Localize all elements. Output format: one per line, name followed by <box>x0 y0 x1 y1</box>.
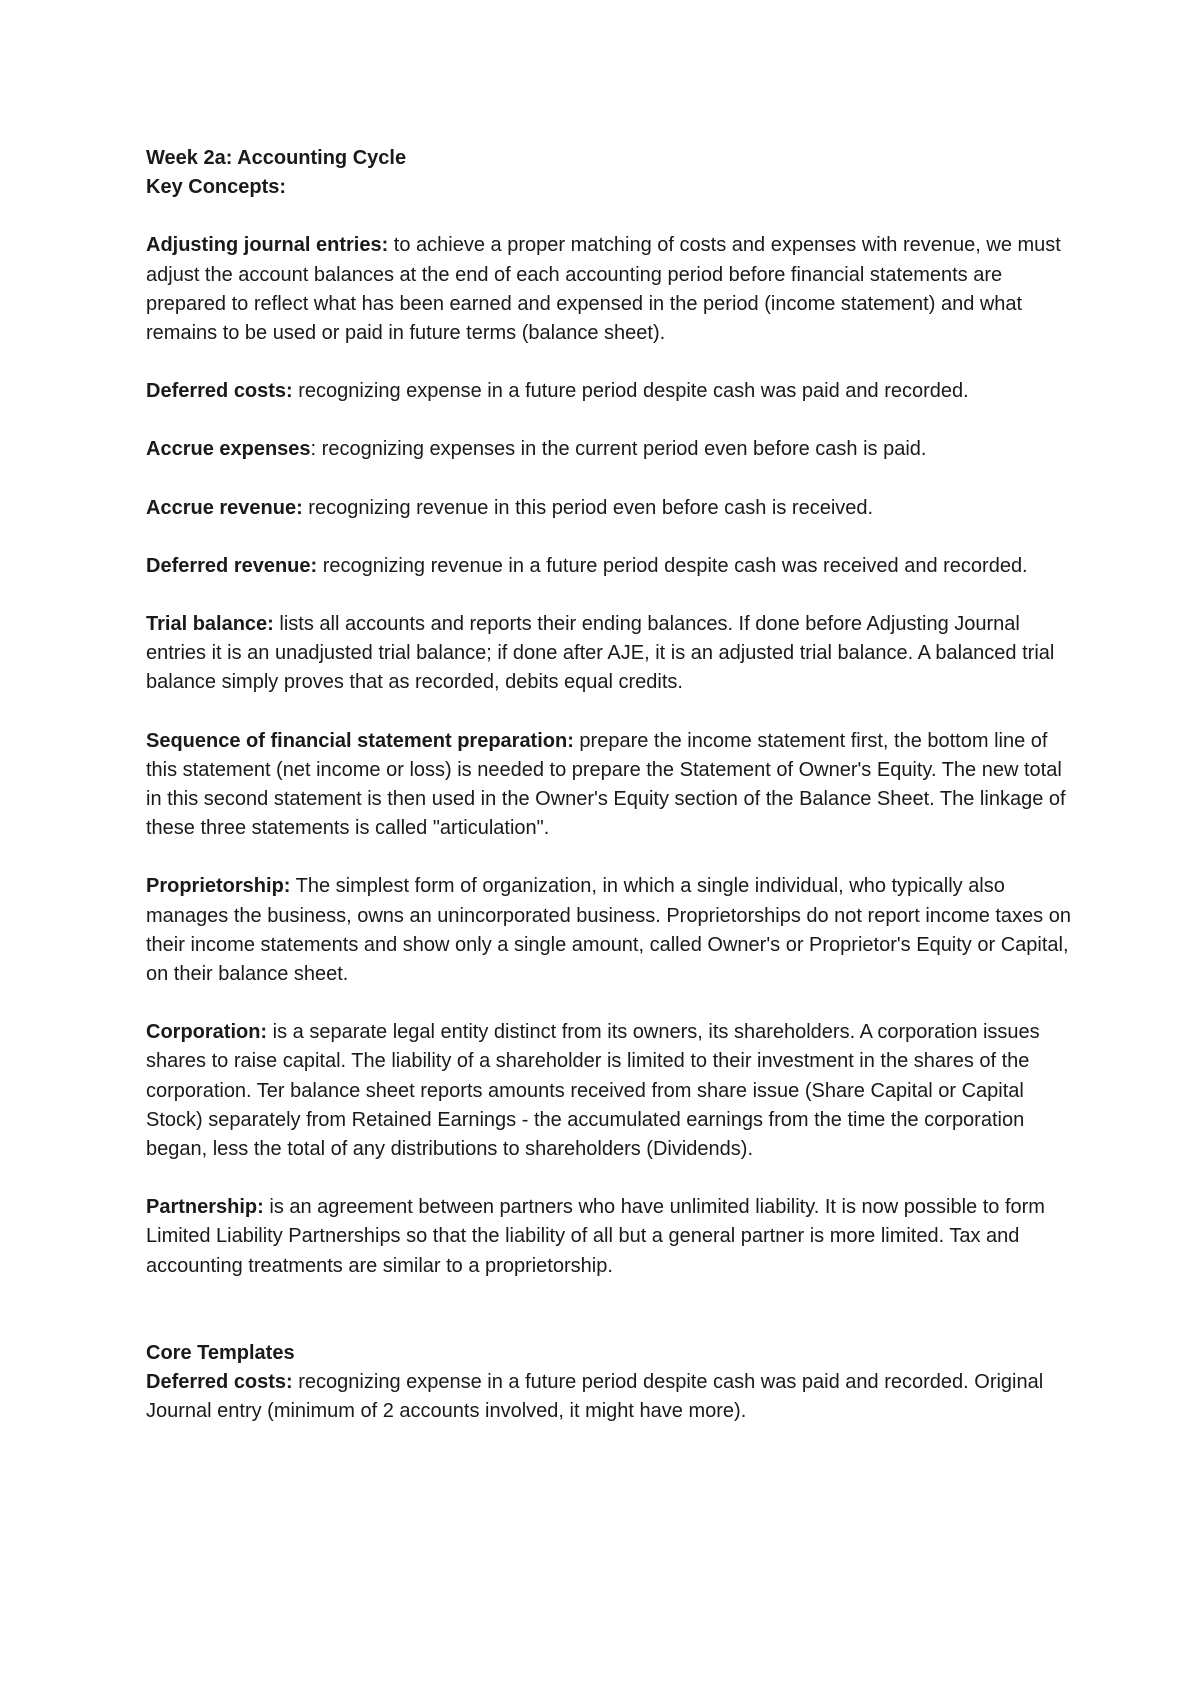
concept-text: is a separate legal entity distinct from its owners, its shareholders. A corporation issues shares to raise capital. The liability of a shareholder is limited to their investment in the shares of the corporation. Ter balance sheet reports amounts received from share issue (Share Capital or Capital Stock) separately from Retained Earnings - the accumulated earnings from the time the corporation began, less the total of any distributions to shareholders (Dividends). <box>146 1021 1040 1161</box>
section-spacer <box>146 1310 1076 1339</box>
concept-corporation <box>146 1018 1076 1164</box>
concept-partnership <box>146 1193 1076 1281</box>
concept-text: The simplest form of organization, in which a single individual, who typically also manages the business, owns an unincorporated business. Proprietorships do not report income taxes on their income statements and show only a single amount, called Owner's or Proprietor's Equity or Capital, on their balance sheet. <box>146 875 1071 986</box>
concept-term: Partnership: <box>146 1196 264 1219</box>
concept-term: Deferred costs: <box>146 380 293 403</box>
concept-deferred-revenue <box>146 552 1076 581</box>
concept-trial-balance <box>146 610 1076 698</box>
concept-text: to achieve a proper matching of costs and expenses with revenue, we must adjust the account balances at the end of each accounting period before financial statements are prepared to reflect what has been earned and expensed in the period (income statement) and what remains to be used or paid in future terms (balance sheet). <box>146 234 1061 345</box>
section-heading-core-templates: Core Templates <box>146 1341 295 1364</box>
concept-proprietorship <box>146 872 1076 989</box>
concept-term: Adjusting journal entries: <box>146 234 389 257</box>
concept-deferred-costs <box>146 377 1076 406</box>
concept-term: Corporation: <box>146 1021 268 1044</box>
concept-term: Sequence of financial statement preparation: <box>146 729 574 752</box>
concept-accrue-revenue <box>146 494 1076 523</box>
concept-text: recognizing revenue in this period even before cash is received. <box>302 496 874 519</box>
core-text: recognizing expense in a future period despite cash was paid and recorded. Original Journal entry (minimum of 2 accounts involved, it might have more). <box>146 1371 1044 1423</box>
concept-adjusting-journal-entries <box>146 231 1076 348</box>
concept-term: Trial balance: <box>146 613 274 636</box>
document-title: Week 2a: Accounting Cycle <box>146 147 407 169</box>
concept-text: recognizing revenue in a future period despite cash was received and recorded. <box>317 554 1028 577</box>
concept-text: recognizing expense in a future period despite cash was paid and recorded. <box>292 380 969 403</box>
section-heading-key-concepts: Key Concepts: <box>146 176 287 199</box>
concept-text: is an agreement between partners who have unlimited liability. It is now possible to form Limited Liability Partnerships so that the liability of all but a general partner is more limited. Tax and accounting treatments are similar to a proprietorship. <box>146 1196 1045 1277</box>
core-term: Deferred costs: <box>146 1371 293 1394</box>
core-item-deferred-costs <box>146 1368 1076 1426</box>
concept-text: prepare the income statement first, the bottom line of this statement (net income or loss) is needed to prepare the Statement of Owner's Equity. The new total in this second statement is then used in the Owner's Equity section of the Balance Sheet. The linkage of these three statements is called "articulation". <box>146 729 1066 840</box>
concept-statement-sequence <box>146 727 1076 844</box>
concept-term: Accrue revenue: <box>146 496 303 519</box>
concept-accrue-expenses <box>146 435 1076 464</box>
concept-term: Accrue expenses <box>146 438 311 461</box>
concept-text: : recognizing expenses in the current period even before cash is paid. <box>310 438 927 461</box>
concept-term: Deferred revenue: <box>146 554 318 577</box>
document-page <box>146 144 1076 1456</box>
concept-text: lists all accounts and reports their ending balances. If done before Adjusting Journal entries it is an unadjusted trial balance; if done after AJE, it is an adjusted trial balance. A balanced trial balance simply proves that as recorded, debits equal credits. <box>146 613 1055 694</box>
concept-term: Proprietorship: <box>146 875 291 898</box>
